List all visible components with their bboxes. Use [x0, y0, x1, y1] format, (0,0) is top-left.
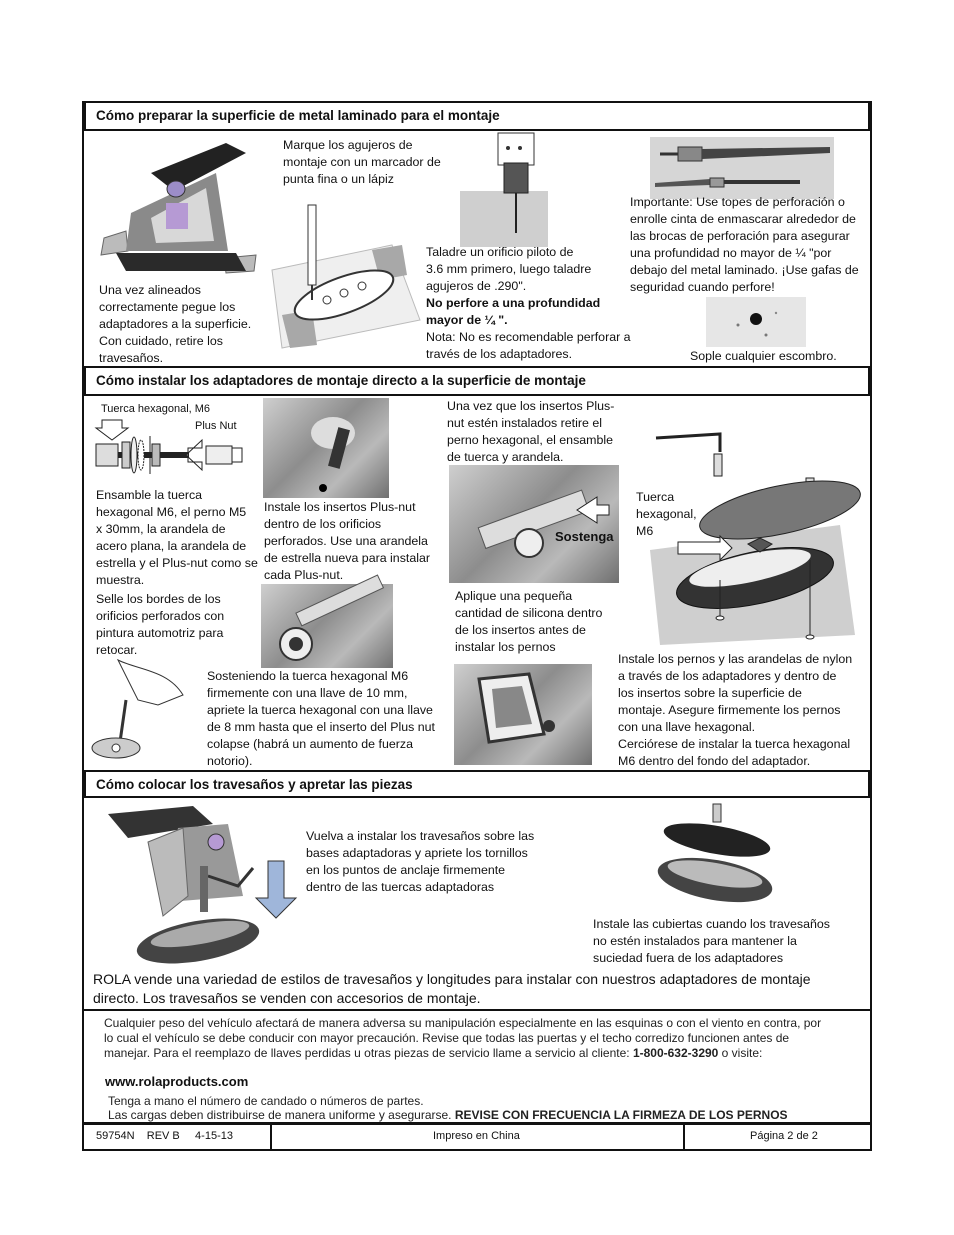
hold-label: Sostenga — [555, 529, 614, 544]
drill-image — [460, 133, 550, 248]
footer-part-number: 59754N REV B 4-15-13 — [96, 1130, 233, 1142]
seal-instructions: Selle los bordes de los orificios perforados con pintura automotriz para retocar. — [96, 592, 225, 657]
section3-title: Cómo colocar los travesaños y apretar las piezas — [84, 770, 870, 798]
bolts-instructions: Instale los pernos y las arandelas de nylon a través de los adaptadores y dentro de los insertos sobre la superficie de montaje. Asegure firmemente los pernos con una llave hexagonal. Cerciórese de instalar la tuerca hexagonal M6 dentro del fondo del adaptador. — [618, 652, 853, 768]
plusnut-assembly-diagram — [94, 418, 244, 480]
remove-instructions: Una vez que los insertos Plus- nut estén instalados retire el perno hexagonal, el ensamble de tuerca y arandela. — [447, 399, 615, 464]
align-instructions: Una vez alineados correctamente pegue los adaptadores a la superficie. Con cuidado, retire los travesaños. — [99, 283, 252, 365]
reinstall-crossbar-image — [108, 806, 303, 971]
important-instructions: Importante: Use topes de perforación o enrolle cinta de enmascarar alrededor de las brocas de perforación para asegurar una profundidad no mayor de ¼ "por debajo del metal laminado. ¡Use gafas de seguridad cuando perfore! — [630, 195, 859, 294]
wrench-detail — [261, 584, 393, 670]
install-inserts-instructions: Instale los insertos Plus-nut dentro de los orificios perforados. Use una arandela de estrella nueva para instalar cada Plus-nut. — [264, 500, 430, 582]
mark-instructions: Marque los agujeros de montaje con un marcador de punta fina o un lápiz — [283, 138, 441, 186]
covers-image — [655, 804, 775, 908]
website-link[interactable]: www.rolaproducts.com — [105, 1074, 249, 1089]
nut-label: Tuerca hexagonal, M6 — [636, 490, 697, 538]
warning-text: Cualquier peso del vehículo afectará de manera adversa su manipulación especialmente en las esquinas o con el viento en contra, por lo cual el vehículo se debe conducir con mayor precaución. Revise que todas las puertas y el techo corredizo funcionen antes de manejar. Para el reemplazo de llaves perdidas u otras piezas de servicio llame a servicio al cliente: 1-800-632-3290 o visite: — [104, 1016, 822, 1060]
drill-instructions: Taladre un orificio piloto de 3.6 mm primero, luego taladre agujeros de .290". No perfore a una profundidad mayor de ¼ ". Nota: No es recomendable perforar a través de los adaptadores. — [426, 245, 631, 361]
silicone-instructions: Aplique una pequeña cantidad de silicona dentro de los insertos antes de instalar los pernos — [455, 589, 603, 654]
crossbar-foot-image — [96, 143, 266, 278]
part-number-note: Tenga a mano el número de candado o números de partes. Las cargas deben distribuirse de manera uniforme y asegurarse. REVISE CON FRECUENCIA LA FIRMEZA DE LOS PERNOS — [108, 1094, 788, 1122]
footer-page: Página 2 de 2 — [750, 1130, 818, 1142]
drill-bits-image — [650, 137, 834, 199]
marking-holes-image — [272, 200, 422, 350]
drilled-hole-image — [706, 297, 806, 347]
label-hex-nut: Tuerca hexagonal, M6 — [101, 403, 211, 415]
label-plus-nut: Plus Nut — [195, 420, 237, 432]
section2-title: Cómo instalar los adaptadores de montaje directo a la superficie de montaje — [84, 366, 870, 396]
rola-statement: ROLA vende una variedad de estilos de travesaños y longitudes para instalar con nuestros adaptadores de montaje directo. Los travesaños se venden con accesorios de montaje. — [93, 971, 811, 1006]
blow-instructions: Sople cualquier escombro. — [690, 349, 837, 363]
reinstall-instructions: Vuelva a instalar los travesaños sobre las bases adaptadoras y apriete los tornillos en los puntos de anclaje firmemente dentro de las tuercas adaptadoras — [306, 829, 535, 894]
assemble-instructions: Ensamble la tuerca hexagonal M6, el perno M5 x 30mm, la arandela de acero plana, la arandela de estrella y el Plus-nut como se muestra. — [96, 488, 258, 587]
silicone-detail — [454, 664, 592, 765]
touch-up-paint-image — [88, 660, 198, 770]
section1-title: Cómo preparar la superficie de metal laminado para el montaje — [84, 101, 870, 131]
footer-printed: Impreso en China — [433, 1130, 520, 1142]
hold-instructions: Sosteniendo la tuerca hexagonal M6 firmemente con una llave de 10 mm, apriete la tuerca hexagonal con una llave de 8 mm hasta que el inserto del Plus nut colapse (habrá un aumento de fuerza notorio). — [207, 669, 435, 768]
covers-instructions: Instale las cubiertas cuando los travesaños no estén instalados para mantener la suciedad fuera de los adaptadores — [593, 917, 830, 965]
insert-plusnut-detail — [263, 398, 389, 498]
hold-wrench-detail — [449, 465, 619, 583]
